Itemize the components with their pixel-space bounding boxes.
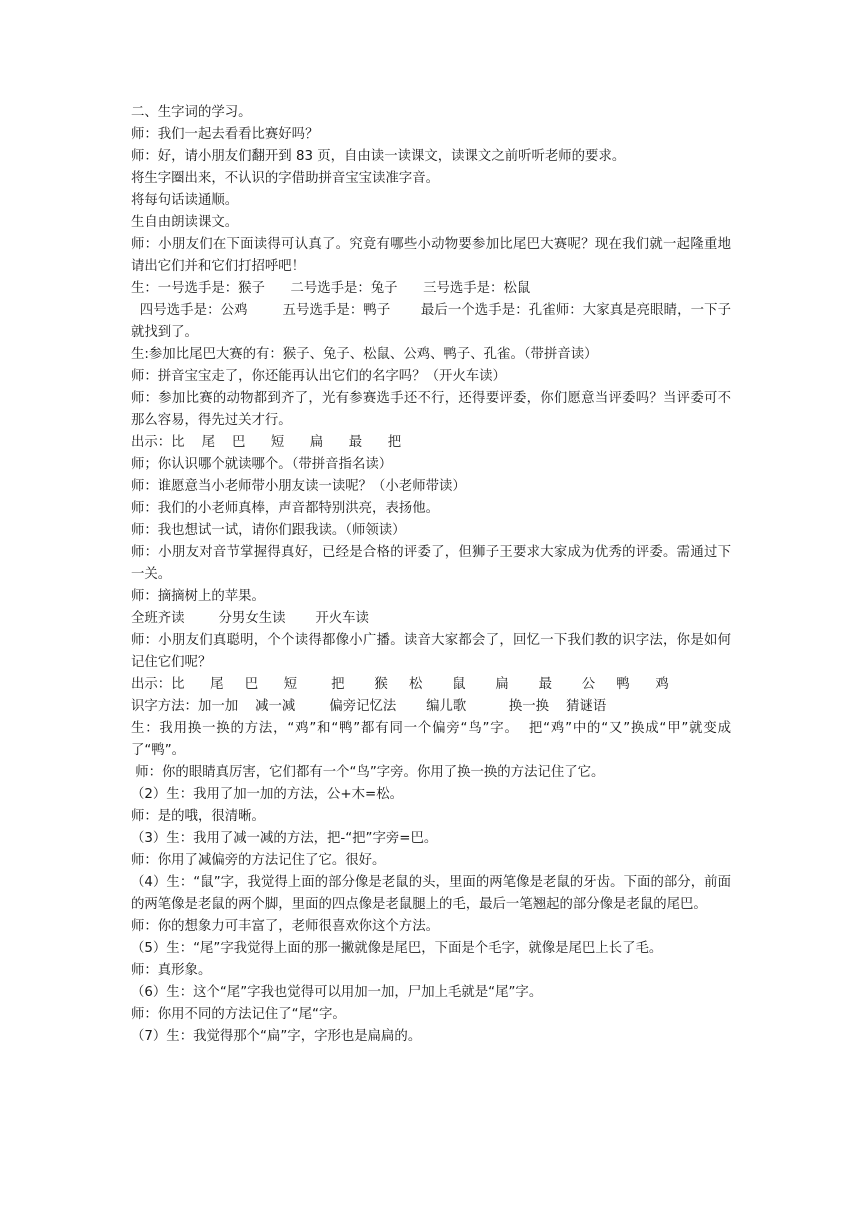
text-line: 师：你用不同的方法记住了“尾“字。 xyxy=(131,1007,346,1022)
text-line: 出示：比 尾 巴 短 把 猴 松 鼠 扁 最 公 鸭 鸡 xyxy=(131,677,669,692)
text-line: 生自由朗读课文。 xyxy=(131,215,239,230)
text-line: 师：小朋友对音节掌握得真好，已经是合格的评委了，但狮子王要求大家成为优秀的评委。需通过下一关。 xyxy=(131,545,731,582)
text-line: 将生字圈出来，不认识的字借助拼音宝宝读准字音。 xyxy=(131,171,439,186)
text-line: （7）生：我觉得那个“扁”字，字形也是扁扁的。 xyxy=(131,1029,422,1044)
text-line: 出示：比 尾 巴 短 扁 最 把 xyxy=(131,435,402,450)
text-line: 生：我用换一换的方法，“鸡”和“鸭”都有同一个偏旁“鸟”字。 把“鸡”中的“又”换成“甲”就变成了“鸭”。 xyxy=(131,721,731,758)
text-line: 全班齐读 分男女生读 开火车读 xyxy=(131,611,369,626)
section-heading: 二、生字词的学习。 xyxy=(131,105,252,120)
text-line: 师；你认识哪个就读哪个。（带拼音指名读） xyxy=(131,457,393,472)
text-line: 师：我也想试一试，请你们跟我读。（师领读） xyxy=(131,523,406,538)
text-line: 师：你的眼睛真厉害，它们都有一个“鸟”字旁。你用了换一换的方法记住了它。 xyxy=(131,765,605,780)
text-line: 师：小朋友们真聪明，个个读得都像小广播。读音大家都会了，回忆一下我们教的识字法，你是如何记住它们呢？ xyxy=(131,633,731,670)
text-line: （5）生：“尾”字我觉得上面的那一撇就像是尾巴，下面是个毛字，就像是尾巴上长了毛。 xyxy=(131,941,663,956)
text-line: 师：摘摘树上的苹果。 xyxy=(131,589,265,604)
text-line: 师：我们的小老师真棒，声音都特别洪亮，表扬他。 xyxy=(131,501,439,516)
text-line: （3）生：我用了减一减的方法，把-“把”字旁=巴。 xyxy=(131,831,438,846)
text-line: （6）生：这个“尾”字我也觉得可以用加一加，尸加上毛就是“尾”字。 xyxy=(131,985,543,1000)
text-line: 师：拼音宝宝走了，你还能再认出它们的名字吗？（开火车读） xyxy=(131,369,506,384)
text-line: 师：谁愿意当小老师带小朋友读一读呢？（小老师带读） xyxy=(131,479,466,494)
text-line: 生：一号选手是：猴子 二号选手是：兔子 三号选手是：松鼠 xyxy=(131,281,531,296)
text-line: 师：你的想象力可丰富了，老师很喜欢你这个方法。 xyxy=(131,919,439,934)
text-line: 识字方法：加一加 减一减 偏旁记忆法 编儿歌 换一换 猜谜语 xyxy=(131,699,607,714)
text-line: 师：你用了减偏旁的方法记住了它。很好。 xyxy=(131,853,386,868)
text-line: 四号选手是：公鸡 五号选手是：鸭子 最后一个选手是：孔雀师：大家真是亮眼睛，一下子就找到了。 xyxy=(131,303,731,340)
text-line: 生:参加比尾巴大赛的有：猴子、兔子、松鼠、公鸡、鸭子、孔雀。（带拼音读） xyxy=(131,347,598,362)
text-line: 将每句话读通顺。 xyxy=(131,193,239,208)
text-line: 师：我们一起去看看比赛好吗？ xyxy=(131,127,319,142)
text-line: 师：真形象。 xyxy=(131,963,212,978)
text-line: （2）生：我用了加一加的方法，公+木=松。 xyxy=(131,787,403,802)
text-line: 师：参加比赛的动物都到齐了，光有参赛选手还不行，还得要评委，你们愿意当评委吗？当评委可不那么容易，得先过关才行。 xyxy=(131,391,731,428)
text-line: 师：小朋友们在下面读得可认真了。究竟有哪些小动物要参加比尾巴大赛呢？现在我们就一起隆重地请出它们并和它们打招呼吧！ xyxy=(131,237,731,274)
text-line: 师：是的哦，很清晰。 xyxy=(131,809,265,824)
lesson-text xyxy=(131,102,731,1048)
text-line: （4）生：“鼠”字，我觉得上面的部分像是老鼠的头，里面的两笔像是老鼠的牙齿。下面的部分，前面的两笔像是老鼠的两个脚，里面的四点像是老鼠腿上的毛，最后一笔翘起的部分像是老鼠的尾巴。 xyxy=(131,875,731,912)
text-line: 师：好，请小朋友们翻开到 83 页，自由读一读课文，读课文之前听听老师的要求。 xyxy=(131,149,626,164)
